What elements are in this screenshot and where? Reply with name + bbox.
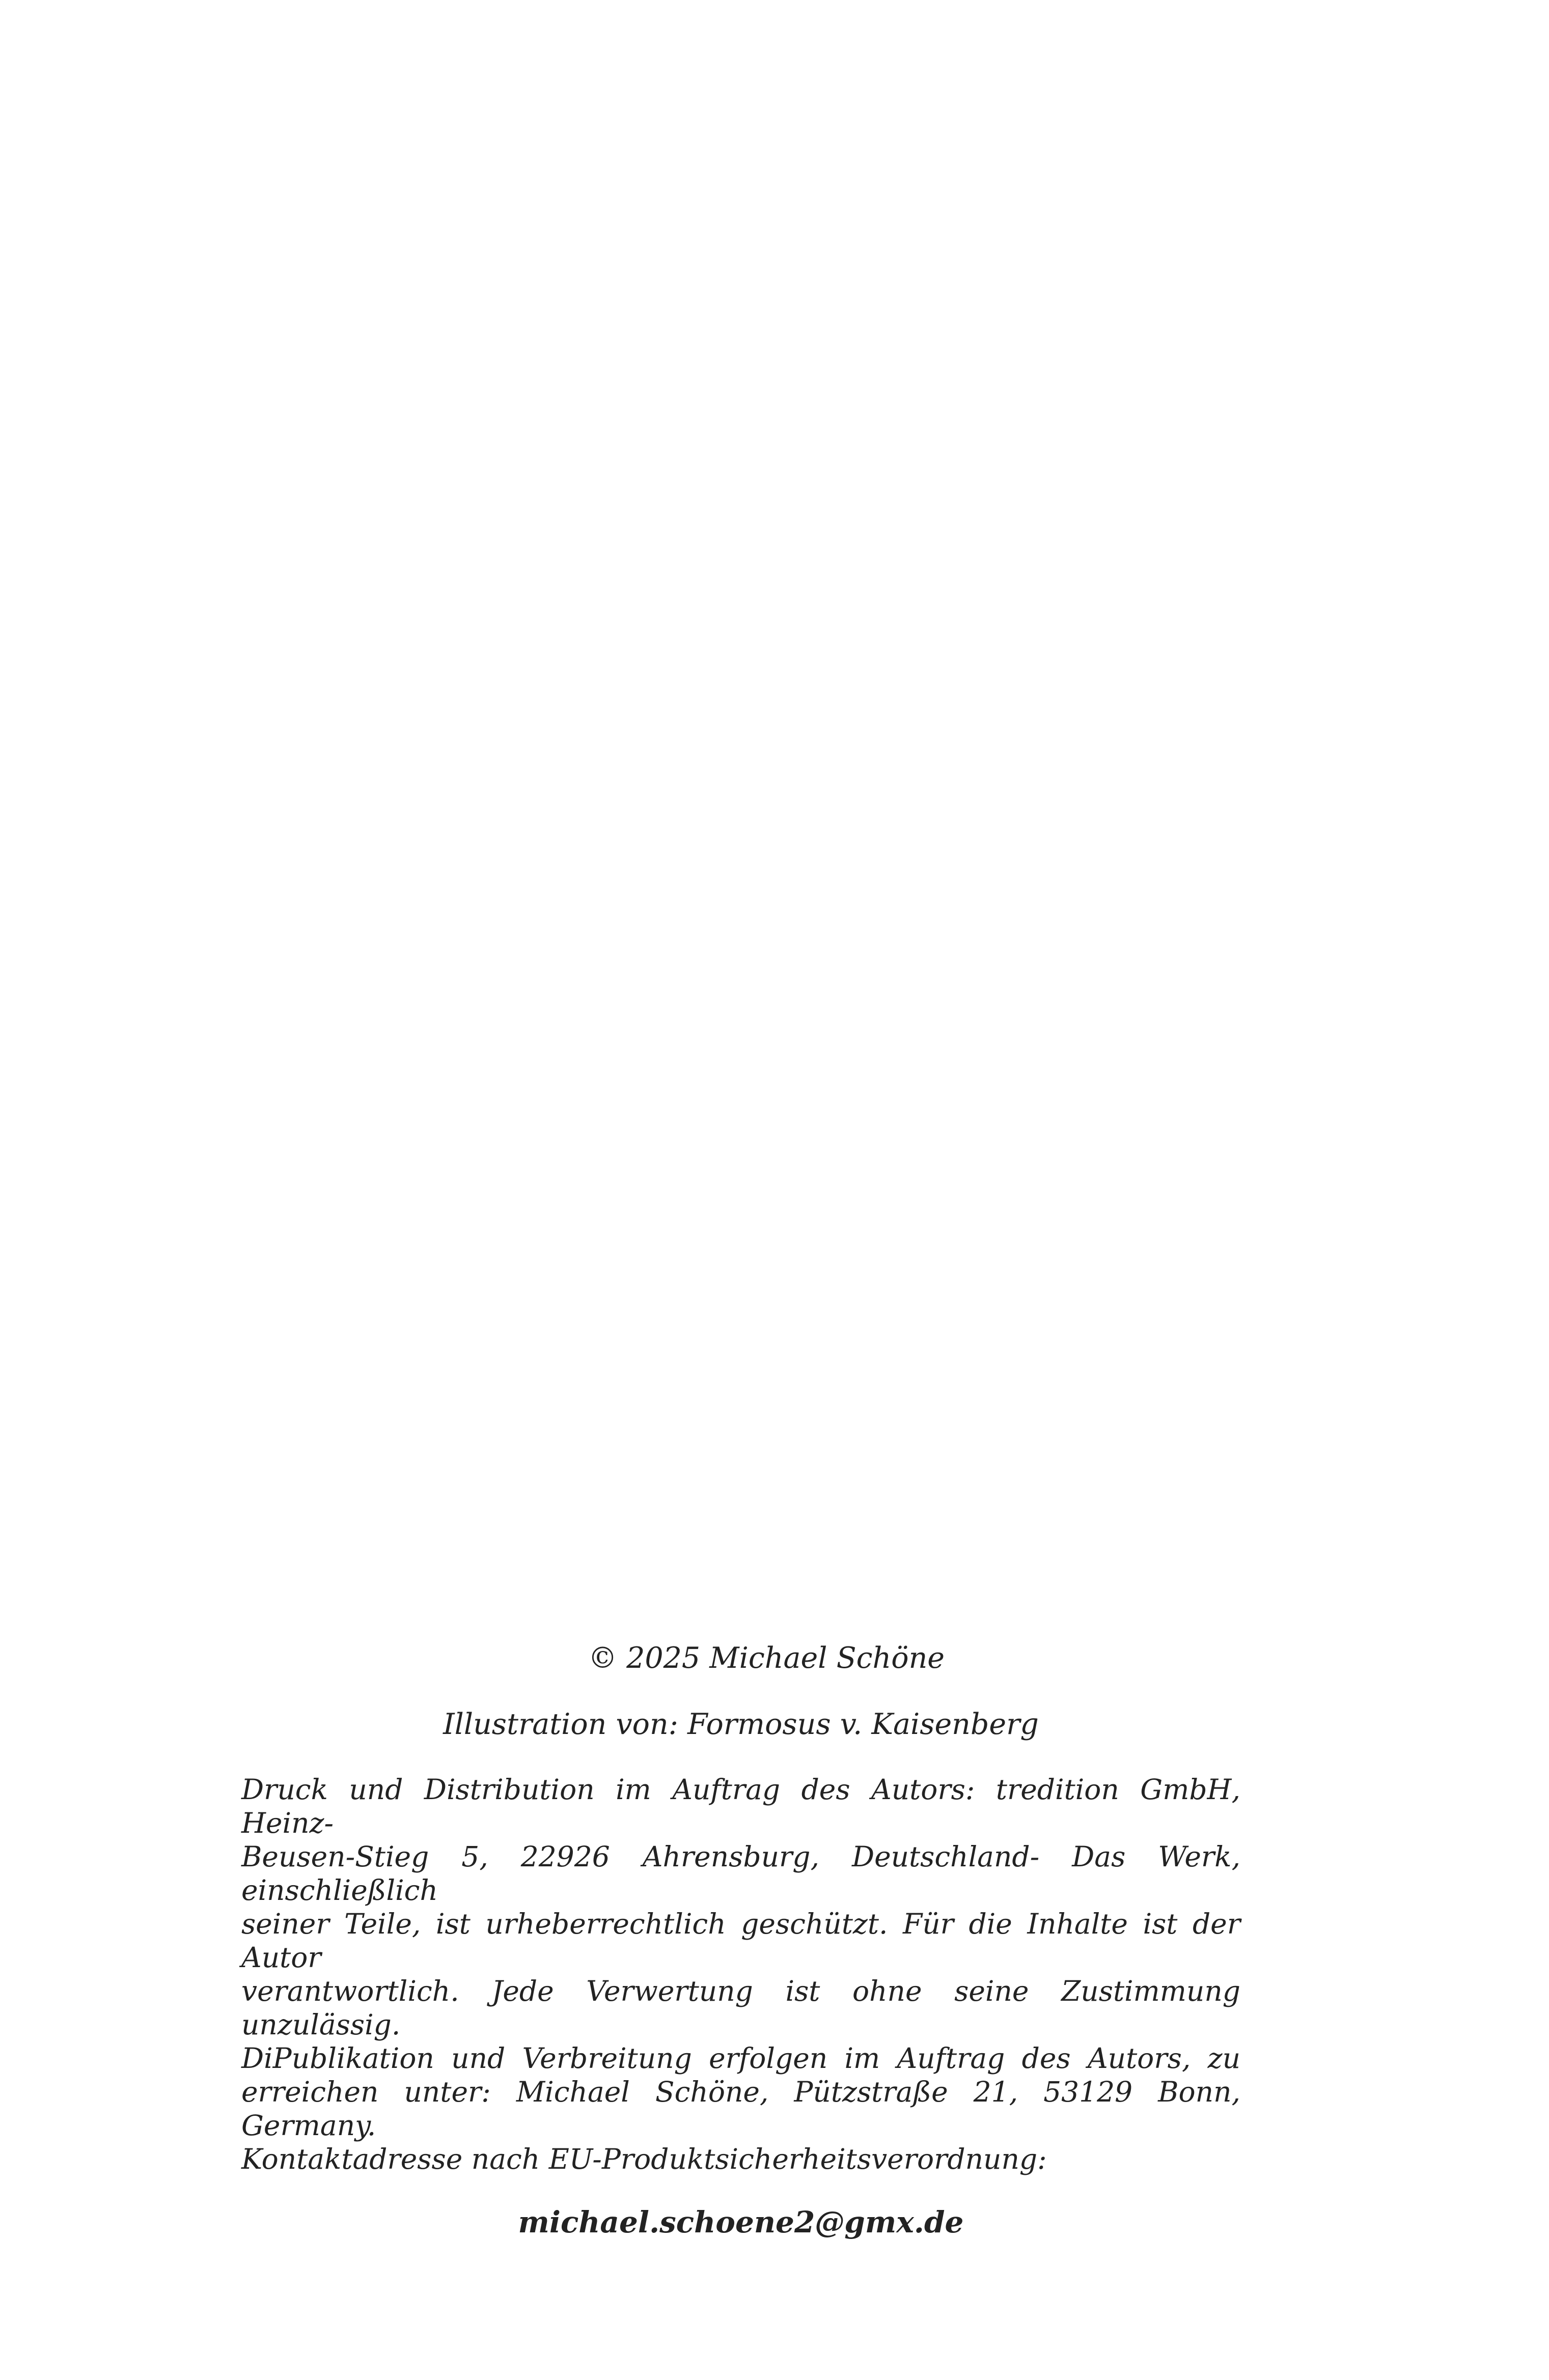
publisher-notice-line: Druck und Distribution im Auftrag des Autors: tredition GmbH, Heinz- xyxy=(241,1773,1240,1839)
publisher-notice xyxy=(241,1773,1240,2176)
publisher-notice-line: erreichen unter: Michael Schöne, Pützstraße 21, 53129 Bonn, Germany. xyxy=(241,2076,1240,2142)
illustration-credit: Illustration von: Formosus v. Kaisenberg xyxy=(443,1707,1039,1741)
publisher-notice-line: Beusen-Stieg 5, 22926 Ahrensburg, Deutschland- Das Werk, einschließlich xyxy=(241,1840,1240,1907)
publisher-notice-line: seiner Teile, ist urheberrechtlich geschützt. Für die Inhalte ist der Autor xyxy=(241,1908,1240,1974)
imprint-block xyxy=(241,1641,1240,2239)
publisher-notice-line: Kontaktadresse nach EU-Produktsicherheitsverordnung: xyxy=(241,2143,1047,2175)
publisher-notice-line: DiPublikation und Verbreitung erfolgen im Auftrag des Autors, zu xyxy=(241,2042,1240,2075)
publisher-notice-line: verantwortlich. Jede Verwertung ist ohne seine Zustimmung unzulässig. xyxy=(241,1975,1240,2041)
contact-email: michael.schoene2@gmx.de xyxy=(518,2205,964,2239)
copyright-notice: © 2025 Michael Schöne xyxy=(588,1641,945,1675)
